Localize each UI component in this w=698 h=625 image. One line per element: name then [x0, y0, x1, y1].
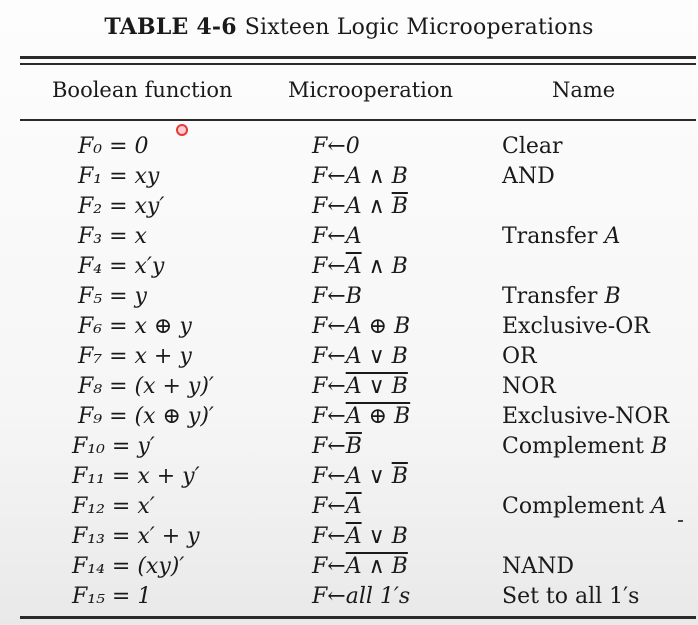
boolean-function-cell: F₅ = y [78, 284, 147, 309]
boolean-function-cell: F₄ = x′y [78, 254, 165, 279]
table-row [0, 314, 698, 344]
stray-mark [678, 520, 683, 522]
table-row [0, 464, 698, 494]
boolean-function-cell: F₁₅ = 1 [72, 584, 152, 609]
table-row [0, 224, 698, 254]
name-cell: Transfer A [502, 224, 621, 249]
table-row [0, 194, 698, 224]
microoperation-cell: $F\leftarrow\overline{A}$ ∨ B [312, 524, 408, 549]
boolean-function-cell: F₉ = (x ⊕ y)′ [78, 404, 214, 429]
microoperation-cell: F←0 [312, 134, 360, 159]
table-row [0, 254, 698, 284]
microoperation-cell: F←A ∧ B [312, 164, 408, 189]
name-cell: Clear [502, 134, 563, 159]
table-row [0, 494, 698, 524]
boolean-function-cell: F₀ = 0 [78, 134, 149, 159]
table-title [0, 14, 698, 40]
microoperation-cell: F←A ∨ $\overline{B}$ [312, 464, 408, 489]
microoperation-cell: $F\leftarrow\overline{A}$ [312, 494, 362, 519]
microoperation-cell: F←all 1′s [312, 584, 411, 609]
boolean-function-cell: F₁₀ = y′ [72, 434, 155, 459]
table-row [0, 374, 698, 404]
name-cell: Exclusive-NOR [502, 404, 670, 429]
boolean-function-cell: F₃ = x [78, 224, 147, 249]
name-cell: Set to all 1′s [502, 584, 640, 609]
boolean-function-cell: F₆ = x ⊕ y [78, 314, 192, 339]
microoperation-cell: F←A ∨ B [312, 344, 408, 369]
top-rule [20, 56, 696, 59]
cursor-pointer-dot [176, 124, 188, 136]
boolean-function-cell: F₁ = xy [78, 164, 160, 189]
header-rule [20, 119, 696, 121]
header-name: Name [552, 78, 616, 102]
name-cell: OR [502, 344, 537, 369]
bottom-rule [20, 616, 696, 619]
microoperation-cell: F←B [312, 284, 362, 309]
table-label: TABLE 4-6 [104, 14, 237, 40]
boolean-function-cell: F₁₄ = (xy)′ [72, 554, 185, 579]
header-boolean-function: Boolean function [52, 78, 233, 102]
microoperation-cell: F←A [312, 224, 362, 249]
boolean-function-cell: F₁₁ = x + y′ [72, 464, 200, 489]
table-row [0, 584, 698, 614]
microoperation-cell: F←A ∧ B [312, 554, 408, 579]
table-row [0, 284, 698, 314]
microoperation-cell: F←A ⊕ B [312, 314, 411, 339]
table-row [0, 404, 698, 434]
top-rule-inner [20, 63, 696, 65]
table-row [0, 344, 698, 374]
name-cell: Complement B [502, 434, 668, 459]
boolean-function-cell: F₈ = (x + y)′ [78, 374, 214, 399]
table-row [0, 134, 698, 164]
name-cell: AND [502, 164, 555, 189]
boolean-function-cell: F₂ = xy′ [78, 194, 165, 219]
boolean-function-cell: F₇ = x + y [78, 344, 192, 369]
name-cell: Exclusive-OR [502, 314, 650, 339]
table-row [0, 524, 698, 554]
table-row [0, 554, 698, 584]
name-cell: Transfer B [502, 284, 621, 309]
boolean-function-cell: F₁₂ = x′ [72, 494, 155, 519]
name-cell: Complement A [502, 494, 667, 519]
microoperation-cell: $F\leftarrow\overline{A}$ ∧ B [312, 254, 408, 279]
table-row [0, 164, 698, 194]
table-caption: Sixteen Logic Microoperations [244, 15, 594, 40]
boolean-function-cell: F₁₃ = x′ + y [72, 524, 200, 549]
microoperation-cell: $F\leftarrow\overline{B}$ [312, 434, 362, 459]
microoperation-cell: F←A ⊕ B [312, 404, 411, 429]
table-row [0, 434, 698, 464]
header-microoperation: Microoperation [288, 78, 454, 102]
name-cell: NAND [502, 554, 575, 579]
microoperation-cell: F←A ∨ B [312, 374, 408, 399]
microoperation-cell: F←A ∧ $\overline{B}$ [312, 194, 408, 219]
name-cell: NOR [502, 374, 556, 399]
